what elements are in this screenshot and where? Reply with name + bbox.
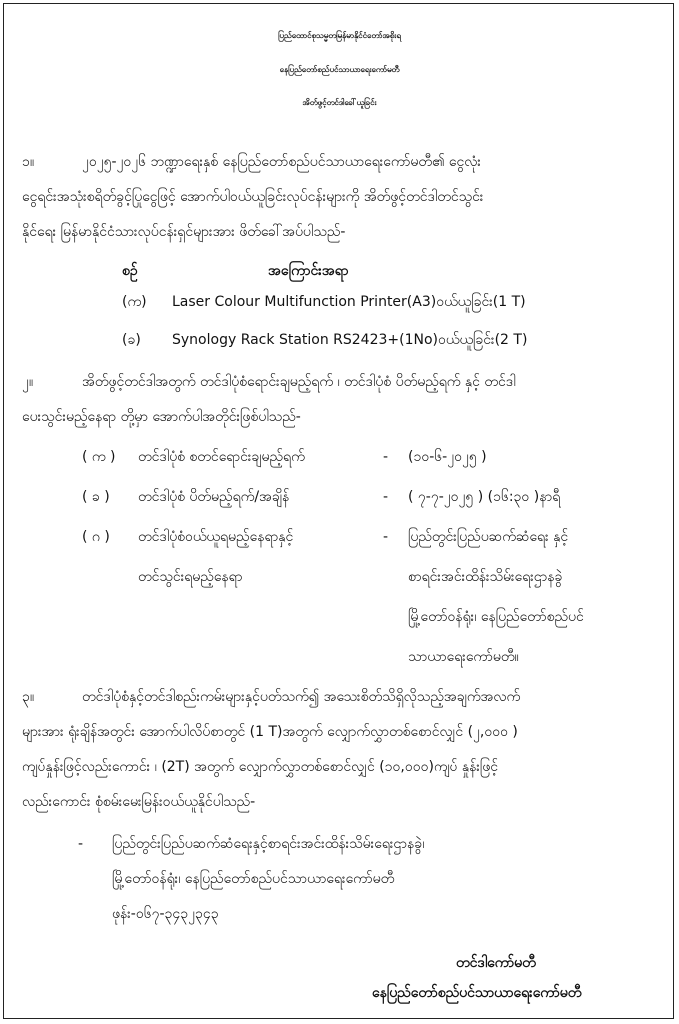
committee-title: နေပြည်တော်စည်ပင်သာယာရေးကော်မတီ xyxy=(279,65,400,74)
section1-number: ၁။ xyxy=(22,154,35,170)
column-subject-header: အကြောင်းအရာ xyxy=(268,263,349,279)
schedule-dash: - xyxy=(383,529,389,545)
address-line: မြို့တော်ဝန်ရုံး၊ နေပြည်တော်စည်ပင်သာယာရေးကော်မတီ xyxy=(112,871,395,887)
section3-line4: လည်းကောင်း စုံစမ်းမေးမြန်းဝယ်ယူနိုင်ပါသည်- xyxy=(22,794,256,810)
schedule-value-continued: သာယာရေးကော်မတီ။ xyxy=(408,649,519,665)
schedule-value: ( ၇-၇-၂၀၂၅ ) (၁၆:၃၀ )နာရီ xyxy=(408,489,561,505)
section3-line2: များအား ရုံးချိန်အတွင်း အောက်ပါလိပ်စာတွင် (1 T)အတွက် လျှောက်လွှာတစ်စောင်လျှင် (၂,၀၀၀ ) xyxy=(22,724,518,740)
schedule-value-continued: မြို့တော်ဝန်ရုံး၊ နေပြည်တော်စည်ပင် xyxy=(408,609,584,625)
section1-line2: ငွေရင်းအသုံးစရိတ်ခွင့်ပြုငွေဖြင့် အောက်ပါဝယ်ယူခြင်းလုပ်ငန်းများကို အိတ်ဖွင့်တင်ဒါတင်သွင်း xyxy=(22,189,484,205)
schedule-mark: ( ခ ) xyxy=(82,489,110,505)
column-serial-header: စဉ် xyxy=(122,263,138,279)
schedule-label-continued: တင်သွင်းရမည့်နေရာ xyxy=(138,569,243,585)
schedule-mark: ( ဂ ) xyxy=(82,529,110,545)
schedule-value-continued: စာရင်းအင်းထိန်းသိမ်းရေးဌာနခွဲ xyxy=(408,569,563,585)
signature-committee: တင်ဒါကော်မတီ xyxy=(456,955,536,971)
section1-line3: နိုင်ရေး မြန်မာနိုင်ငံသားလုပ်ငန်းရှင်များအား ဖိတ်ခေါ်အပ်ပါသည်- xyxy=(22,224,346,240)
item-text: Laser Colour Multifunction Printer(A3)ဝယ်ယူခြင်း(1 T) xyxy=(172,294,526,310)
schedule-dash: - xyxy=(383,449,389,465)
schedule-label: တင်ဒါပုံစံ စတင်ရောင်းချမည့်ရက် xyxy=(138,449,305,465)
signature-organization: နေပြည်တော်စည်ပင်သာယာရေးကော်မတီ xyxy=(372,985,582,1001)
item-mark: (ခ) xyxy=(122,332,141,348)
schedule-label: တင်ဒါပုံစံဝယ်ယူရမည့်နေရာနှင့် xyxy=(138,529,294,545)
section3-line3: ကျပ်နှုန်းဖြင့်လည်းကောင်း ၊ (2T) အတွက် လျှောက်လွှာတစ်စောင်လျှင် (၁၀,၀၀၀)ကျပ် နှုန်းဖြင့် xyxy=(22,759,499,775)
section3-line1: တင်ဒါပုံစံနှင့်တင်ဒါစည်းကမ်းများနှင့်ပတ်သက်၍ အသေးစိတ်သိရှိလိုသည့်အချက်အလက် xyxy=(82,689,521,705)
address-line: ပြည်တွင်းပြည်ပဆက်ဆံရေးနှင့်စာရင်းအင်းထိန်းသိမ်းရေးဌာနခွဲ၊ xyxy=(112,836,425,852)
notice-title: အိတ်ဖွင့်တင်ဒါခေါ်ယူခြင်း xyxy=(302,98,377,107)
section2-line1: အိတ်ဖွင့်တင်ဒါအတွက် တင်ဒါပုံစံရောင်းချမည့်ရက် ၊ တင်ဒါပုံစံ ပိတ်မည့်ရက် နှင့် တင်ဒါ xyxy=(82,374,516,390)
schedule-value: ပြည်တွင်းပြည်ပဆက်ဆံရေး နှင့် xyxy=(408,529,569,545)
government-title: ပြည်ထောင်စုသမ္မတမြန်မာနိုင်ငံတော်အစိုးရ xyxy=(278,31,401,40)
section2-number: ၂။ xyxy=(22,374,34,390)
schedule-value: (၁၀-၆-၂၀၂၅ ) xyxy=(408,449,487,465)
schedule-mark: ( က ) xyxy=(82,449,116,465)
section1-line1: ၂၀၂၅-၂၀၂၆ ဘဏ္ဍာရေးနှစ် နေပြည်တော်စည်ပင်သာယာရေးကော်မတီ၏ ငွေလုံး xyxy=(82,154,481,170)
address-dash: - xyxy=(78,836,84,852)
schedule-label: တင်ဒါပုံစံ ပိတ်မည့်ရက်/အချိန် xyxy=(138,489,290,505)
item-text: Synology Rack Station RS2423+(1No)ဝယ်ယူခြင်း(2 T) xyxy=(172,332,528,348)
phone-number: ဖုန်း-၀၆၇-၃၄၃၂၃၄၃ xyxy=(112,906,219,922)
section2-line2: ပေးသွင်းမည့်နေရာ တို့မှာ အောက်ပါအတိုင်းဖြစ်ပါသည်- xyxy=(22,409,301,425)
item-mark: (က) xyxy=(122,294,147,310)
schedule-dash: - xyxy=(383,489,389,505)
section3-number: ၃။ xyxy=(22,689,35,705)
